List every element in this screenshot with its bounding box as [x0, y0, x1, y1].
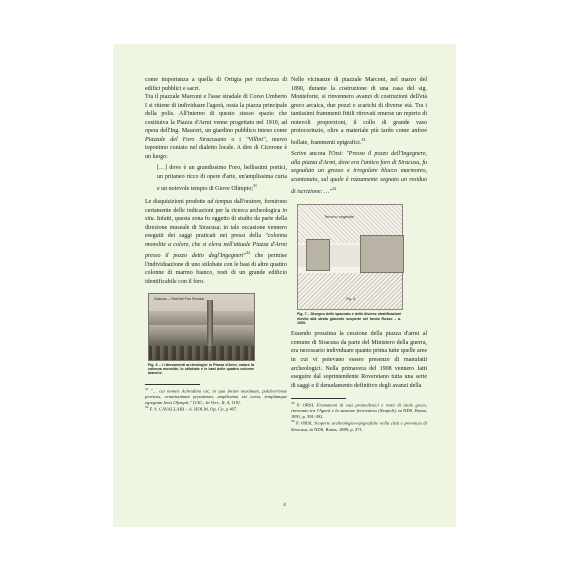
drawing-wall [306, 239, 330, 271]
footnote-32 [145, 405, 287, 412]
italic-text: in situ [145, 207, 287, 223]
text: , nuovo toponimo coniato nel dialetto locale. A dire di Cicerone è un luogo: [145, 136, 287, 160]
italic-text: "Villini" [245, 136, 266, 143]
footnote-ref[interactable]: 33 [361, 136, 366, 142]
figure-7-caption: Fig. 7 – Disegno delle spaccato e delle diverse stratificazioni rilevite alla strato giacente scoperte nel fondo Russo – a. 1909. [297, 312, 401, 325]
photo-title: Siracusa — Resti del Foro Romano [154, 296, 205, 301]
footnote-33 [291, 401, 427, 419]
paragraph [291, 150, 427, 196]
text: l'agorà, ossia la piazza principale della polis. All'interno di questo stesso spazio che costituiva la Piazza d'Armi venne progettato nel 1910, ad opera dell'Ing. Mauceri, un giardino pubblico inteso come [145, 102, 287, 135]
footnote-number: 33 [291, 401, 295, 406]
left-column [145, 76, 287, 412]
text: Le disquisizioni prodotte [145, 199, 208, 206]
footnote-31 [145, 387, 287, 405]
document-page [113, 44, 456, 527]
text: Nelle vicinanze di piazzale Marconi, nel marzo del 1890, durante la costruzione di una casa del sig. Monteforte, si rinvennero avanzi di costruzioni dell'età greco arcaica, due pozzi e scarichi di diverse età. Tra i tantissimi frammenti fittili ritrovati emerse un reperto di notevoli proporzioni, il collo di grande vaso protocorinzio, oltre a materiale più tardo come anfore bollate, frammenti epigrafici. [291, 77, 427, 146]
block-quote [157, 164, 287, 193]
italic-text: "Presso il pozzo dell'Ingegnere, alla piazza d'Armi, dove era l'antico foro di Siracusa, fu segnalato un grosso e irregolare blocco marmoreo, scantonato, sul quale è rozzamente segnato un residuo di iscrizione: …" [291, 151, 427, 195]
footnote-text: Scoperte archeologico-epigrafiche nella città e provincia di Siracusa [291, 421, 427, 432]
drawing-wall [360, 235, 404, 273]
footnote-text: "… cui nomen Achradina est; in qua forum maximum, pulcherrimae porticus, ornatissimum prytaneum, amplissima est curia, templumque egregium Iovis Olympii;" [CIC., In Verr., II, 4, 119]. [145, 388, 287, 405]
text: o i [226, 136, 246, 143]
footnote-text: , in NDS, Roma, 1889, p. 371. [307, 426, 363, 432]
footnote-divider [291, 398, 346, 399]
italic-text: Piazzale del Foro Siracusano [145, 136, 227, 143]
paragraph [145, 198, 287, 286]
paragraph: Essendo prossima la cessione della piazza d'armi al comune di Siracusa da parte del Ministero della guerra, era necessario individuare quanto prima tutte quelle aree in cui vi potevano essere presenze di manufatti archeologici. Nella primavera del 1908 vennero fatti eseguire dal soprintendente Roveretano tutta una serie di saggi e il denudamento definitivo degli avanzi della [291, 331, 427, 389]
drawing-number: Fig. 4 [346, 297, 355, 302]
drawing-layer [298, 273, 402, 309]
footnote-ref[interactable]: 32 [246, 250, 251, 256]
footnote-34 [291, 419, 427, 432]
footnote-number: 34 [291, 419, 295, 424]
footnote-ref[interactable]: 31 [253, 182, 257, 188]
footnote-text: P. ORSI, [294, 402, 317, 408]
photo-ruins [149, 346, 254, 360]
footnote-divider [145, 384, 200, 385]
text: che permise l'individuazione di uno stilobate con le basi di altre quattro colonne di marmo bianco, resti di un grande edificio identificabile con il foro. [145, 253, 288, 286]
italic-text: ad tempus [207, 199, 233, 206]
figure-7-drawing [297, 204, 403, 310]
footnote-ref[interactable]: 34 [331, 185, 336, 191]
text: Scrive ancora l'Orsi: [291, 151, 347, 158]
footnote-text: P. ORSI, [294, 421, 315, 426]
text: . Infatti, questa zona fu oggetto di studio da parte della direzione museale di Siracusa; in tale occasione vennero eseguiti dei saggi praticati nei pressi della [145, 216, 287, 240]
figure-6-caption: Fig. 6 – I ritrovamenti archeologici in Piazza d'Armi, notare la colonna monolite, lo stilobate e le basi delle quattro colonne bianche. [148, 362, 254, 376]
figure-6-photo [148, 293, 255, 361]
footnote-text: F. S. CAVALLARI – A. HOLM, Op. Cit, p 407. [148, 406, 238, 412]
italic-text: "colonna monolite a colore, che si eleva nell'attuale Piazza d'Armi presso il pozzo detto degl'Ingegneri" [145, 233, 287, 260]
footnote-text: , in NDS, Roma, 1891, p. 391-392. [291, 408, 427, 419]
footnote-text: Frammenti di vasi protoellenici e resto di titolo greco, rinvenuto tra l'Agorà e la stazione ferroviaria (Neapoli) [291, 402, 427, 414]
right-column [291, 76, 427, 432]
text: Tra il piazzale Marconi e l'asse stradale di Corso Umberto I si ritiene di individuare [145, 94, 287, 109]
paragraph [291, 76, 427, 147]
text: dall'oratore, fornirono certamente delle indicazioni per la ricerca archeologica [145, 199, 287, 214]
paragraph: come importanza a quella di Ortigia per ricchezza di edifici pubblici e sacri. [145, 77, 287, 92]
footnote-number: 31 [145, 386, 149, 391]
drawing-label: Terreno vegetale [324, 214, 354, 220]
photo-buildings [149, 311, 254, 325]
quote-text: […] dove è un grandissimo Foro, bellissimi portici, un pritaneo ricco di opere d'arte, un'amplissima curia e un notevole tempio di Giove Olimpio; [157, 165, 287, 192]
page-number: 4 [283, 503, 286, 508]
footnote-number: 32 [145, 405, 149, 410]
paragraph [145, 93, 287, 161]
photo-column [207, 300, 213, 352]
